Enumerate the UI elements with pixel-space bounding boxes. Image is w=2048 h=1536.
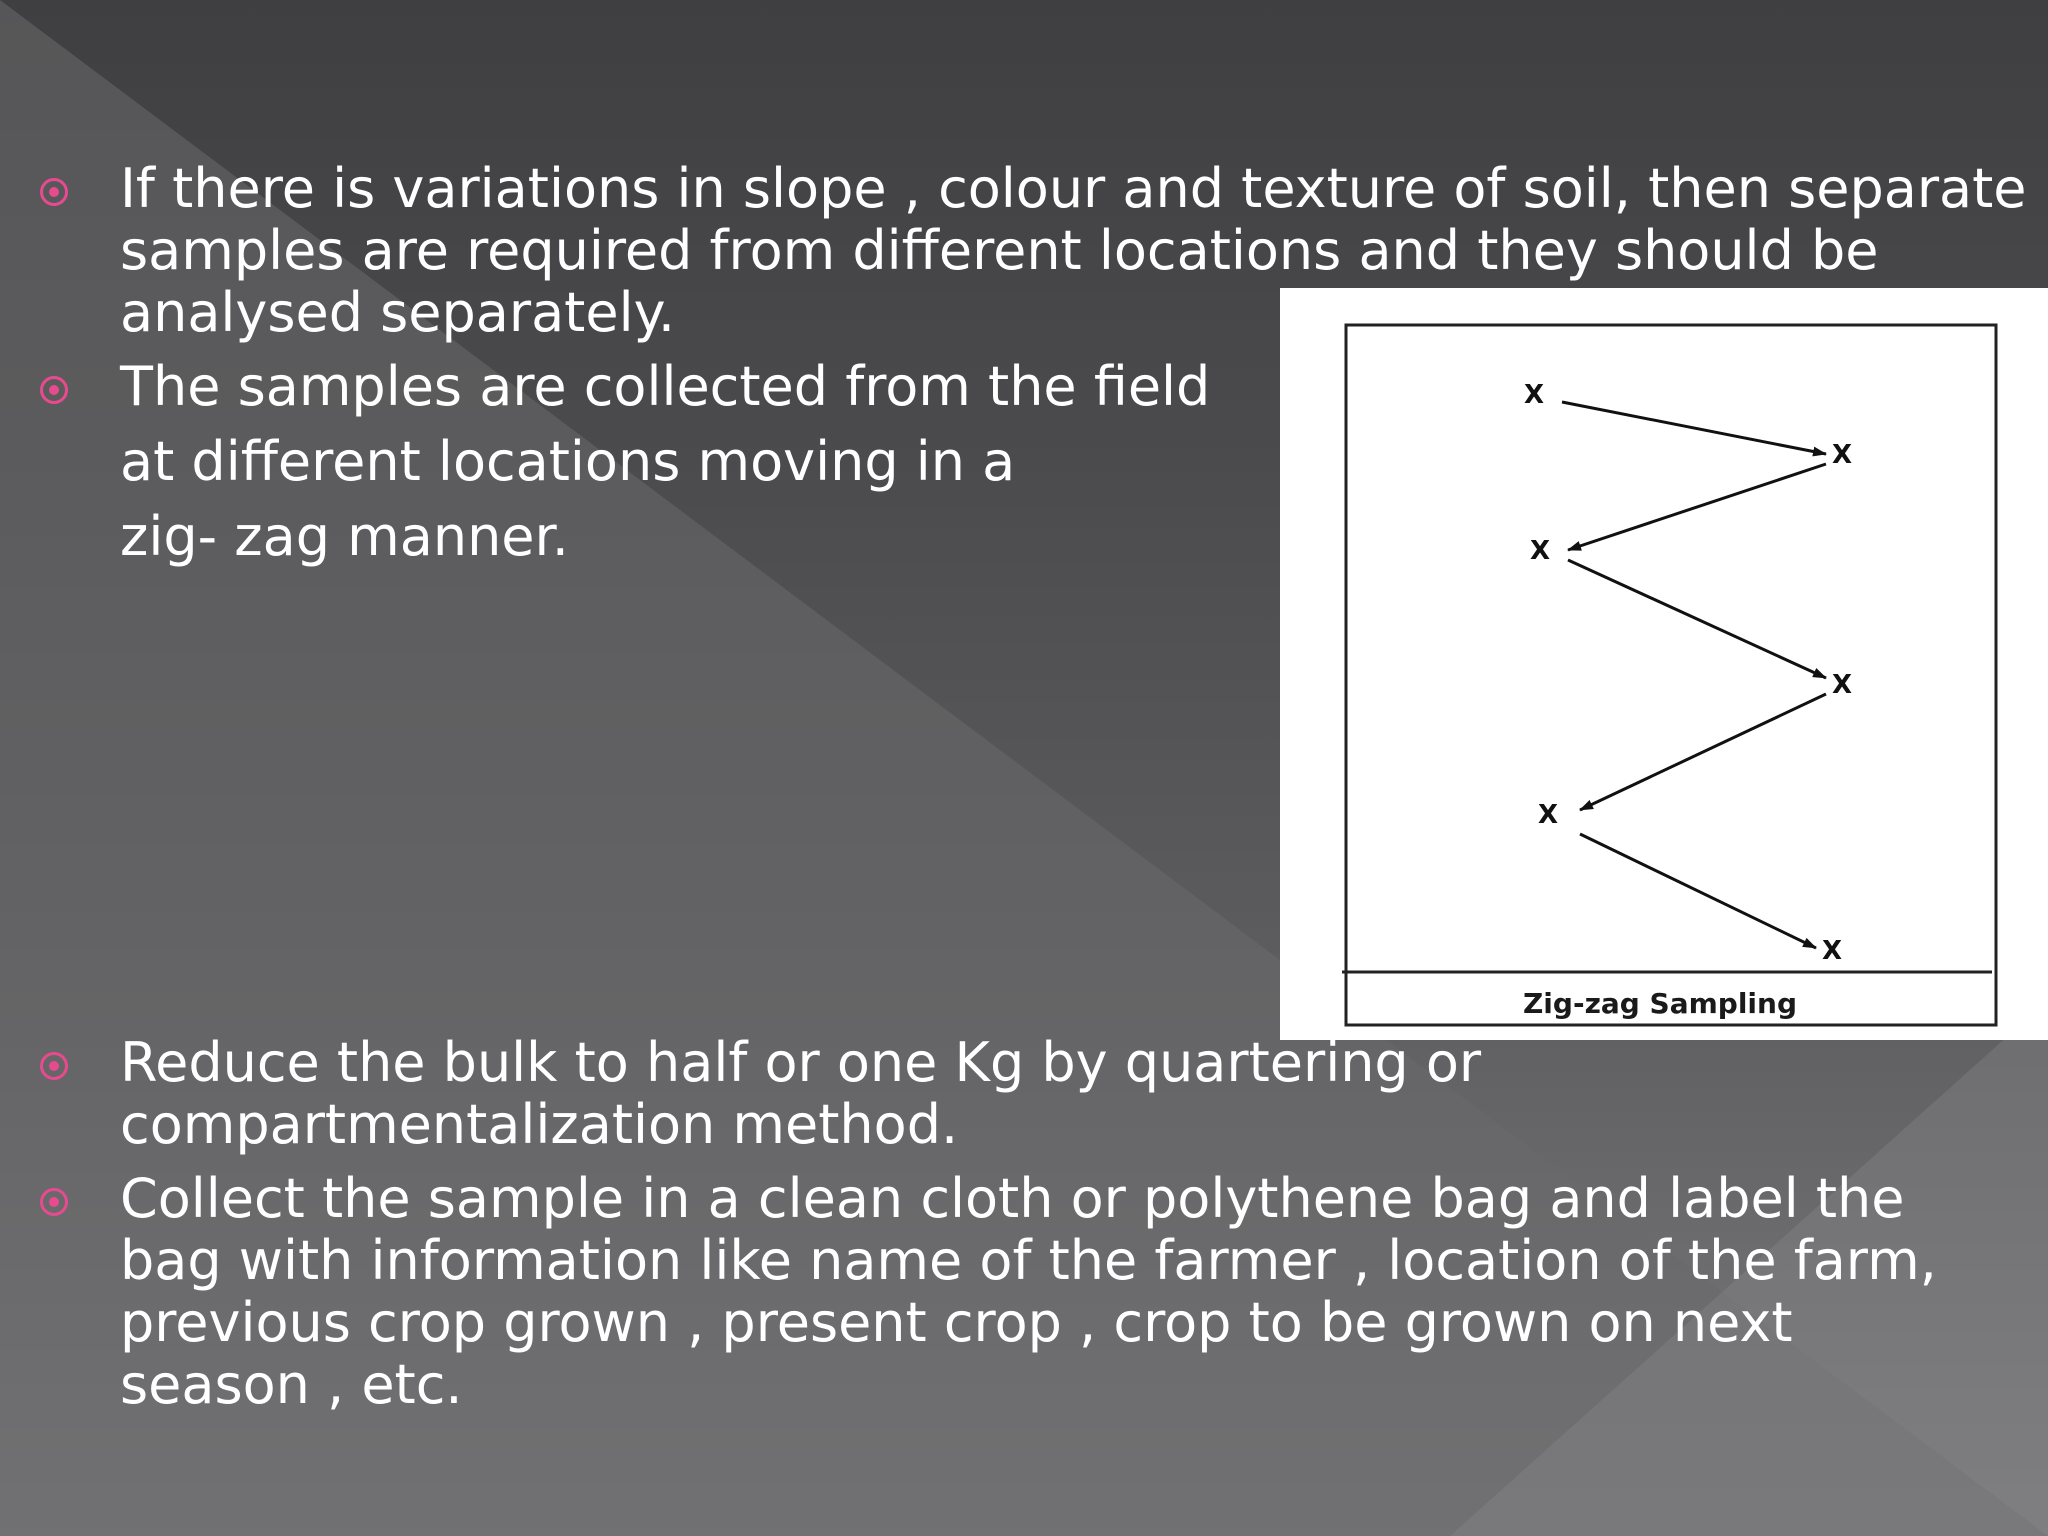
figure-caption: Zig-zag Sampling xyxy=(1523,987,1797,1020)
sample-point-1: X xyxy=(1524,380,1545,410)
zigzag-arrow-4 xyxy=(1580,694,1826,810)
bullet-1-marker xyxy=(40,178,68,206)
sample-point-3: X xyxy=(1530,536,1551,566)
bullet-3-line-1: Reduce the bulk to half or one Kg by quartering or xyxy=(120,1031,1482,1094)
bullet-3-marker xyxy=(40,1052,68,1080)
bullet-4-line-3: previous crop grown , present crop , crop to be grown on next xyxy=(120,1291,1793,1354)
bullet-2-line-3: zig- zag manner. xyxy=(120,505,569,568)
field-border xyxy=(1346,325,1996,1025)
bullet-2-marker xyxy=(40,376,68,404)
bullet-4-line-4: season , etc. xyxy=(120,1353,463,1416)
zigzag-arrow-3 xyxy=(1568,560,1826,678)
bullet-1-line-3: analysed separately. xyxy=(120,281,676,344)
sample-point-4: X xyxy=(1832,670,1853,700)
zigzag-sampling-figure xyxy=(1280,288,2048,1040)
bullet-4-line-1: Collect the sample in a clean cloth or polythene bag and label the xyxy=(120,1167,1905,1230)
bullet-4-marker xyxy=(40,1188,68,1216)
zigzag-diagram xyxy=(1280,288,2048,1040)
zigzag-arrow-5 xyxy=(1580,834,1816,948)
sample-point-5: X xyxy=(1538,800,1559,830)
sample-point-2: X xyxy=(1832,440,1853,470)
zigzag-arrow-2 xyxy=(1568,464,1826,550)
bullet-1-line-1: If there is variations in slope , colour and texture of soil, then separate xyxy=(120,157,2027,220)
zigzag-arrow-1 xyxy=(1562,402,1826,454)
bullet-1-line-2: samples are required from different locations and they should be xyxy=(120,219,1879,282)
bullet-2-line-1: The samples are collected from the field xyxy=(120,355,1211,418)
sample-point-6: X xyxy=(1822,936,1843,966)
bullet-4-line-2: bag with information like name of the farmer , location of the farm, xyxy=(120,1229,1937,1292)
bullet-2-line-2: at different locations moving in a xyxy=(120,430,1016,493)
bullet-3-line-2: compartmentalization method. xyxy=(120,1093,959,1156)
